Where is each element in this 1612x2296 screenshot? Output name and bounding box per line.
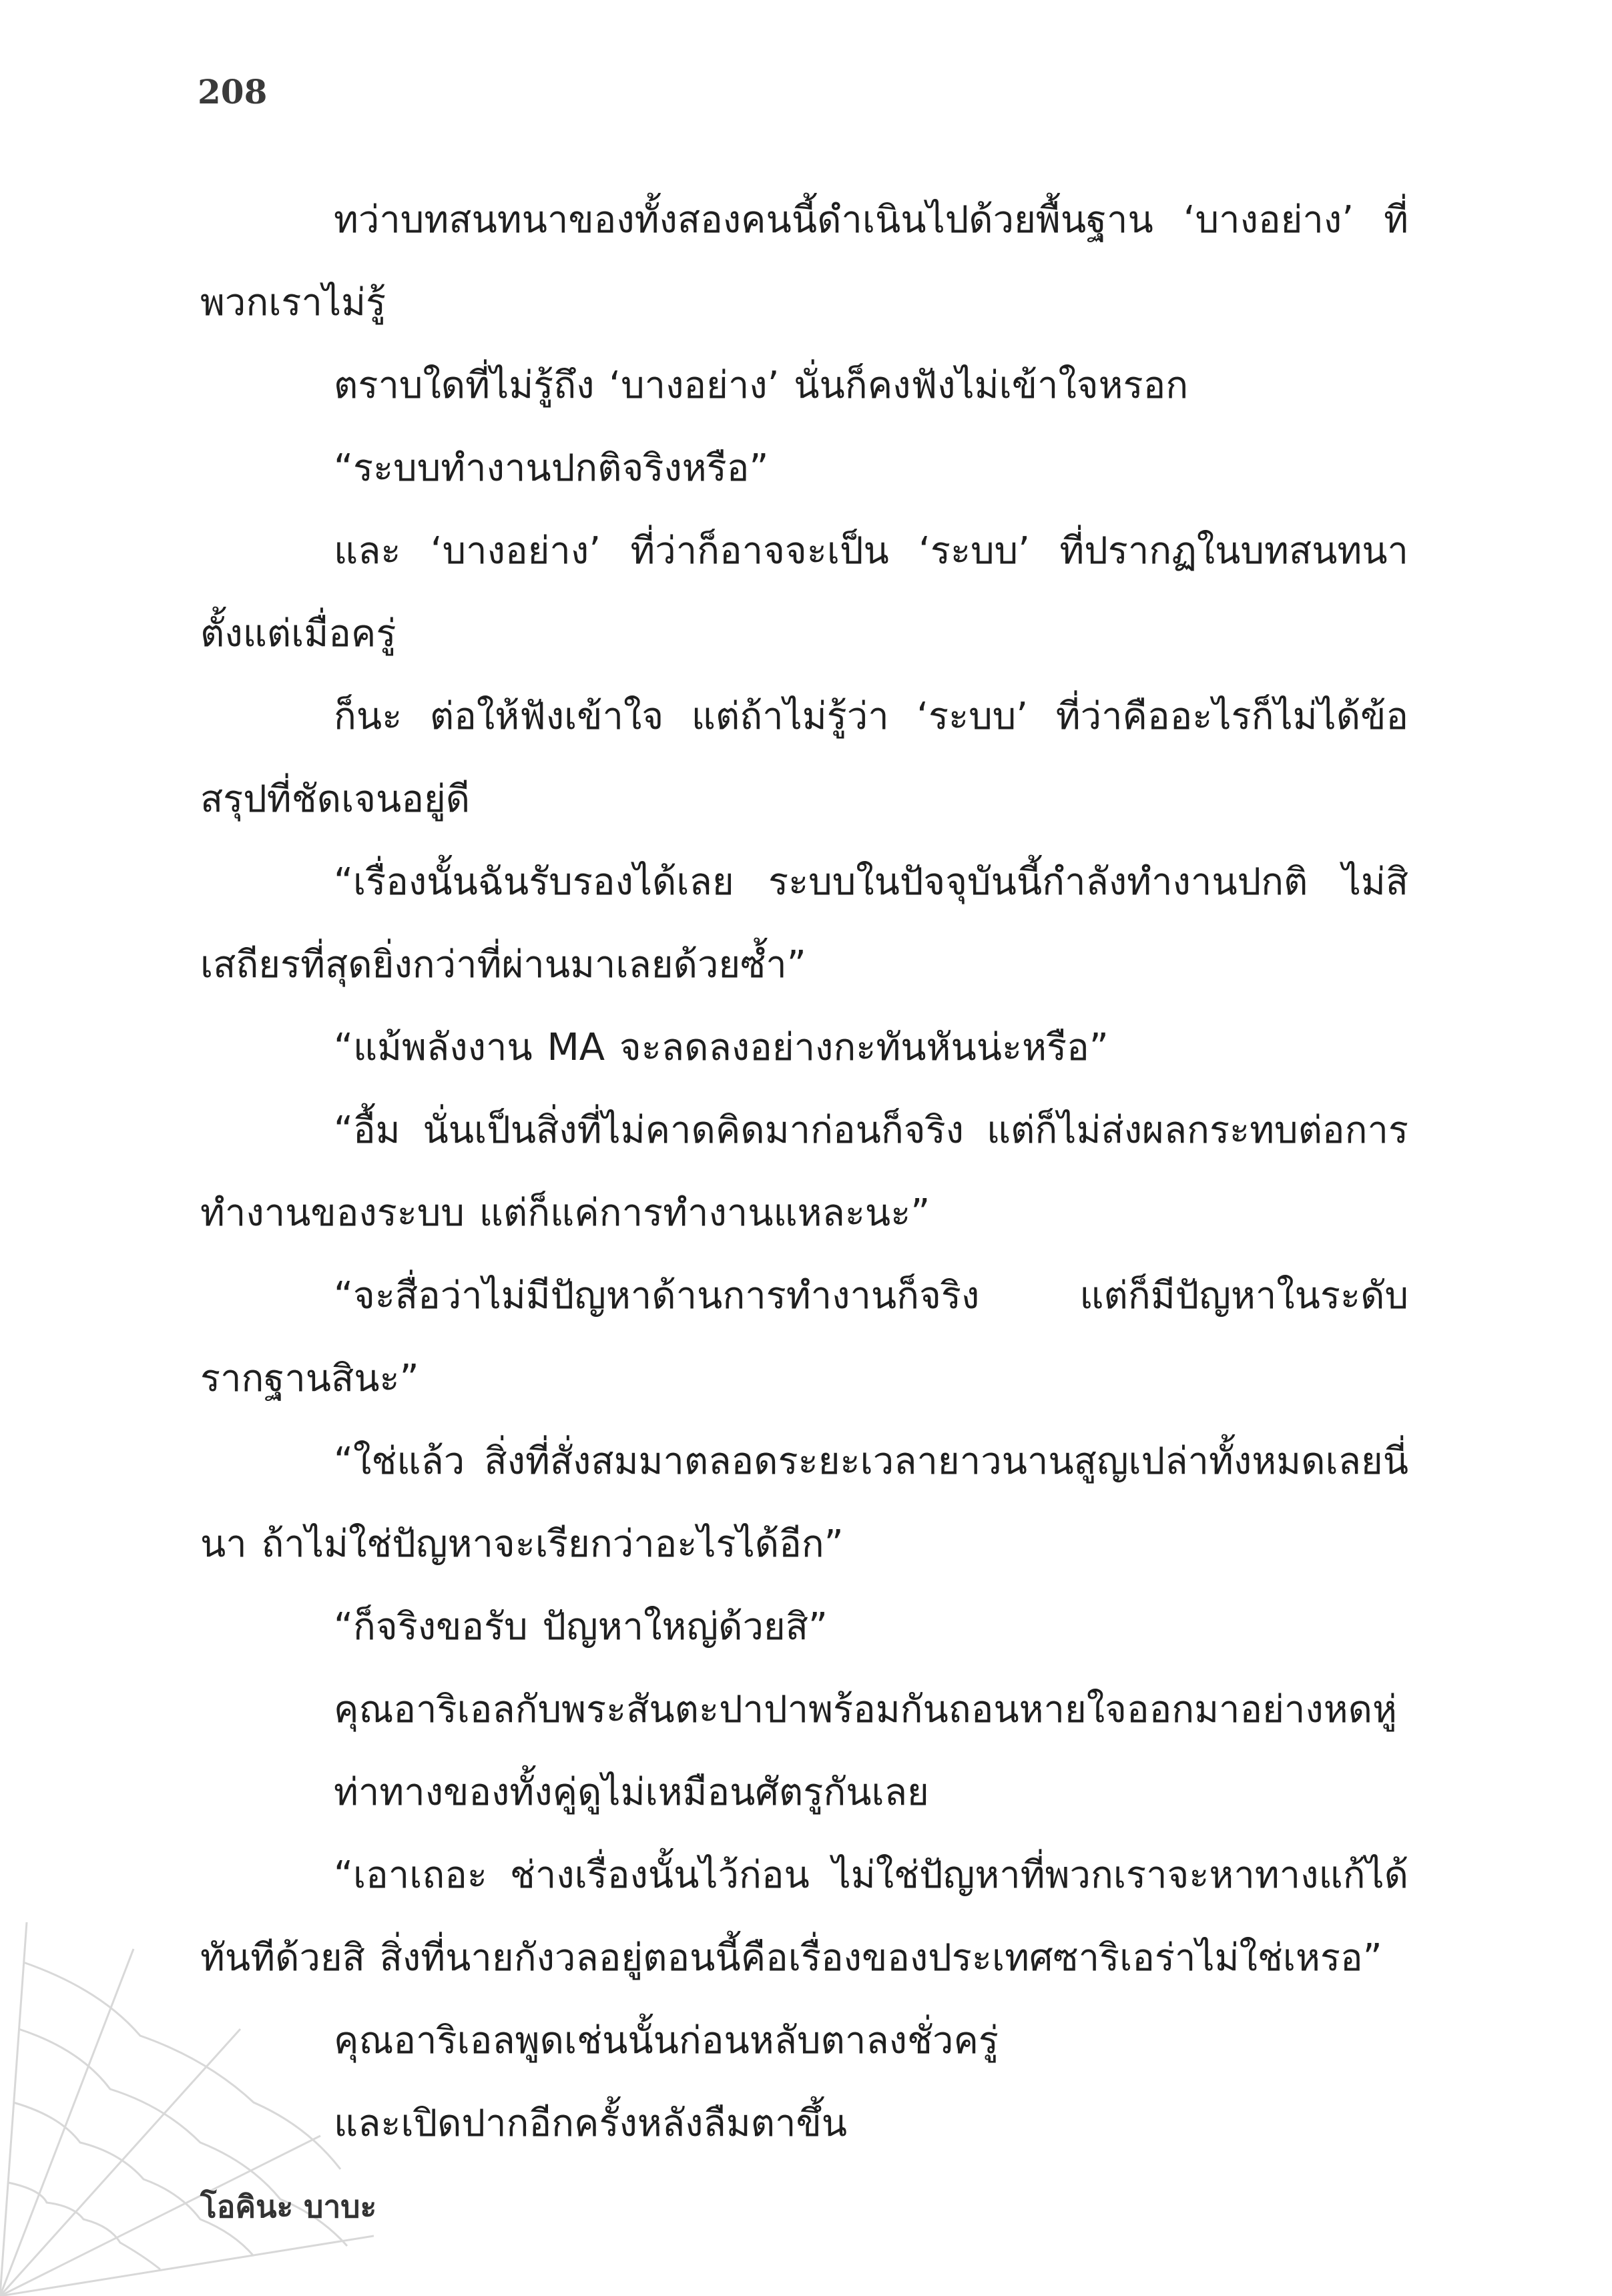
paragraph: และเปิดปากอีกครั้งหลังลืมตาขึ้น [334, 2102, 848, 2145]
paragraph: คุณอาริเอลพูดเช่นนั้นก่อนหลับตาลงชั่วครู่ [334, 2019, 999, 2062]
paragraph: ก็นะ ต่อให้ฟังเข้าใจ แต่ถ้าไม่รู้ว่า ‘ระบบ’ ที่ว่าคืออะไรก็ไม่ได้ข้อสรุปที่ชัดเจนอยู่ดี [200, 695, 1408, 821]
paragraph: ตราบใดที่ไม่รู้ถึง ‘บางอย่าง’ นั่นก็คงฟังไม่เข้าใจหรอก [334, 364, 1189, 407]
paragraph: “จะสื่อว่าไม่มีปัญหาด้านการทำงานก็จริง แต่ก็มีปัญหาในระดับรากฐานสินะ” [200, 1274, 1408, 1400]
paragraph: ท่าทางของทั้งคู่ดูไม่เหมือนศัตรูกันเลย [334, 1771, 929, 1814]
paragraph: “อื้ม นั่นเป็นสิ่งที่ไม่คาดคิดมาก่อนก็จริง แต่ก็ไม่ส่งผลกระทบต่อการทำงานของระบบ แต่ก็แค่การทำงานแหละนะ” [200, 1109, 1408, 1235]
paragraph: “แม้พลังงาน MA จะลดลงอย่างกะทันหันน่ะหรือ” [334, 1026, 1109, 1069]
paragraph: “ระบบทำงานปกติจริงหรือ” [334, 447, 769, 490]
body-text [200, 179, 1408, 2165]
page-number: 208 [198, 72, 268, 111]
paragraph: “เอาเถอะ ช่างเรื่องนั้นไว้ก่อน ไม่ใช่ปัญหาที่พวกเราจะหาทางแก้ได้ทันทีด้วยสิ สิ่งที่นายกังวลอยู่ตอนนี้คือเรื่องของประเทศซาริเอร่าไม่ใช่เหรอ” [200, 1853, 1408, 1980]
paragraph: คุณอาริเอลกับพระสันตะปาปาพร้อมกันถอนหายใจออกมาอย่างหดหู่ [334, 1688, 1397, 1731]
paragraph: “ใช่แล้ว สิ่งที่สั่งสมมาตลอดระยะเวลายาวนานสูญเปล่าทั้งหมดเลยนี่นา ถ้าไม่ใช่ปัญหาจะเรียกว่าอะไรได้อีก” [200, 1440, 1408, 1566]
paragraph: “ก็จริงขอรับ ปัญหาใหญ่ด้วยสิ” [334, 1605, 828, 1649]
paragraph: และ ‘บางอย่าง’ ที่ว่าก็อาจจะเป็น ‘ระบบ’ ที่ปรากฏในบทสนทนาตั้งแต่เมื่อครู่ [200, 529, 1408, 655]
book-title: โอคินะ บาบะ [200, 2189, 377, 2225]
spider-web-icon [0, 1922, 377, 2296]
paragraph: ทว่าบทสนทนาของทั้งสองคนนี้ดำเนินไปด้วยพื้นฐาน ‘บางอย่าง’ ที่พวกเราไม่รู้ [200, 198, 1408, 324]
paragraph: “เรื่องนั้นฉันรับรองได้เลย ระบบในปัจจุบันนี้กำลังทำงานปกติ ไม่สิ เสถียรที่สุดยิ่งกว่าที่ผ่านมาเลยด้วยซ้ำ” [200, 860, 1408, 986]
